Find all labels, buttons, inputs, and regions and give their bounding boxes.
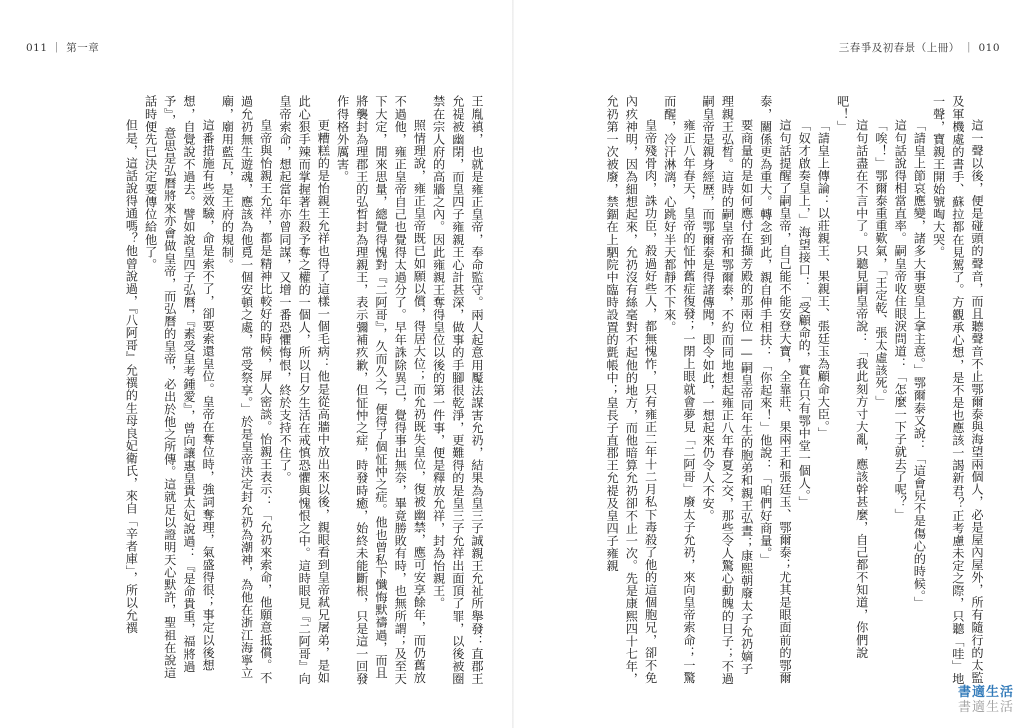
- paragraph: 這句話提醒了嗣皇帝，自己能不能安登大寶，全靠莊、果兩王和張廷玉、鄂爾泰；尤其是眼面前的鄂爾泰，關係更為重大。轉念到此，親自伸手相扶：「你起來！」他說：「咱們好商量。」: [758, 95, 792, 685]
- paragraph: 更糟糕的是怡親王允祥也得了這樣一個毛病：他是從高牆中放出來以後，親眼看到皇帝弒兄屠弟，是如此心狠手辣而掌握著生殺予奪之權的一個人，所以日夕生活在戒慎恐懼與愧恨之中。這時眼見『二阿哥』向皇帝索命，想起當年亦曾同謀，又增一番恐懼悔恨，終於支持不住了。: [277, 95, 331, 685]
- left-page-text: [38, 95, 486, 685]
- paragraph: 這一聲以後，便是碰頭的聲音，而且聽聲音不止鄂爾泰與海望兩個人，必是屋內屋外，所有隨行的太監及軍機處的書手、蘇拉都在見駕了。方觀承心想，是不是也應該一謁新君？正考慮未定之際，只聽「哇」地一聲，寶親王開始號啕大哭。: [931, 95, 984, 685]
- paragraph: 皇帝與怡親王允祥，都是精神比較好的時候，屏人密談。怡親王表示：「允礽來索命，他願意抵償。不過允礽無生遊魂，應該為他覓一個安頓之處，常受祭享。」於是皇帝決定封允礽為潮神，為他在浙江海寧立廟，廟用藍瓦，是王府的規制。: [220, 95, 273, 685]
- paragraph: 但是，這話說得通嗎？他曾說過，『八阿哥』允禩的生母良妃衛氏，來自「辛者庫」，所以允禩: [124, 119, 139, 635]
- page-gutter: [512, 0, 514, 728]
- paragraph: 「請皇上節哀應變，諸多大事要皇上拿主意。」鄂爾泰又說：「這會兒不是傷心的時候。」: [912, 119, 927, 610]
- paragraph: 這句話說得相當直率。嗣皇帝收住眼淚問道：「怎麼一下子就去了呢？」: [893, 119, 908, 521]
- paragraph: 「請皇上傳論：以莊親王、果親王、張廷玉為顧命大臣。」: [816, 119, 831, 440]
- paragraph: 「唉！」鄂爾泰重重歎氣，「王定乾、張太虛該死。」: [873, 119, 888, 409]
- paragraph: 雍正八年春天，皇帝的怔忡舊症復發；一閉上眼就會夢見「二阿哥」廢太子允礽，來向皇帝索命；一驚而醒，冷汗淋漓，心跳好半天都靜不下來。: [662, 95, 696, 685]
- publisher-logo: [958, 686, 1014, 716]
- brand-name-shadow: 書適生活: [957, 700, 1014, 716]
- paragraph: 王胤禛，也就是雍正皇帝，奉命監守。兩人起意用魘法謀害允礽，結果為皇三子誠親王允祉所舉發：直郡王允禔被幽閉，而皇四子雍親王心計甚深，做事的手腳很乾淨，更難得的是皇三子允祥出面頂了罪，以後被圈禁在宗人府的高牆之內。因此雍親王奪得皇位以後的第一件事，便是釋放允祥，封為怡親王。: [431, 95, 484, 685]
- paragraph: 照情理說，雍正皇帝既已如願以償，得居大位；而允礽既失皇位，復被幽禁，應可安享餘年，而仍舊放不過他，雍正皇帝自己也覺得太過分了。早年誅除異己，覺得事出無奈，畢竟勝敗有時，也無所謂；及至天下大定，閒來思量，總覺得愧對『二阿哥』，久而久之，便得了個怔忡之症。他也曾私下懺悔默禱過，而且將襲封為理郡王的弘晳封為理親王，表示彌補疚歉，但怔忡之症，時發時癒，始終未能斷根，只是這一回發作得格外厲害。: [335, 95, 427, 685]
- right-page-header: 三春爭及初春景（上冊） ｜ 010: [838, 42, 1000, 54]
- paragraph: 皇帝殘骨肉，誅功臣，殺過好些人，都無愧怍，只有雍正二年十二月私下毒殺了他的這個胞兄，卻不免內疚神明，因為細想起來，允礽沒有絲毫對不起他的地方，而他暗算允礽卻不止一次。先是康熙四十七年，允礽第一次被廢，禁錮在上駟院中臨時設置的氈帳中；皇長子直郡王允禔及皇四子雍親: [605, 95, 658, 685]
- paragraph: 這句話盡在不言中了。只聽見嗣皇帝說：「我此刻方寸大亂，應該幹甚麼，自己都不知道，你們說吧！」: [835, 95, 869, 660]
- paragraph: 「奴才啟奏皇上，」海望接口：「受顧命的，實在只有鄂中堂一個人。」: [797, 119, 812, 509]
- brand-name: 書適生活: [957, 685, 1014, 701]
- paragraph: 要商量的是如何應付在擷芳殿的那兩位——嗣皇帝同年生的胞弟和親王弘晝；康熙朝廢太子允礽嫡子理親王弘晳。這時的嗣皇帝和鄂爾泰，不約而同地想起雍正八年春夏之交，那些令人驚心動魄的日子；不過嗣皇帝是親身經歷，而鄂爾泰是得諸傳聞，即令如此，一想起來仍令人不安。: [701, 95, 754, 685]
- paragraph: 這番措施有些效驗，命是索不了，卻要索還皇位。皇帝在奪位時，強詞奪理，氣盛得很；事定以後想想，自覺說不過去。譬如說皇四子弘曆，『素受皇考鍾愛』，曾向讓惠皇貴太妃說過：『是命貴重，福將過予』，意思是弘曆將來亦會做皇帝，而弘曆的皇帝，必出於他之所傳。這就足以證明天心默許，聖祖在說這話時便先已決定要傳位給他了。: [143, 95, 216, 679]
- left-page-header: 011 ｜ 第一章: [26, 42, 100, 54]
- right-page-text: [546, 95, 986, 685]
